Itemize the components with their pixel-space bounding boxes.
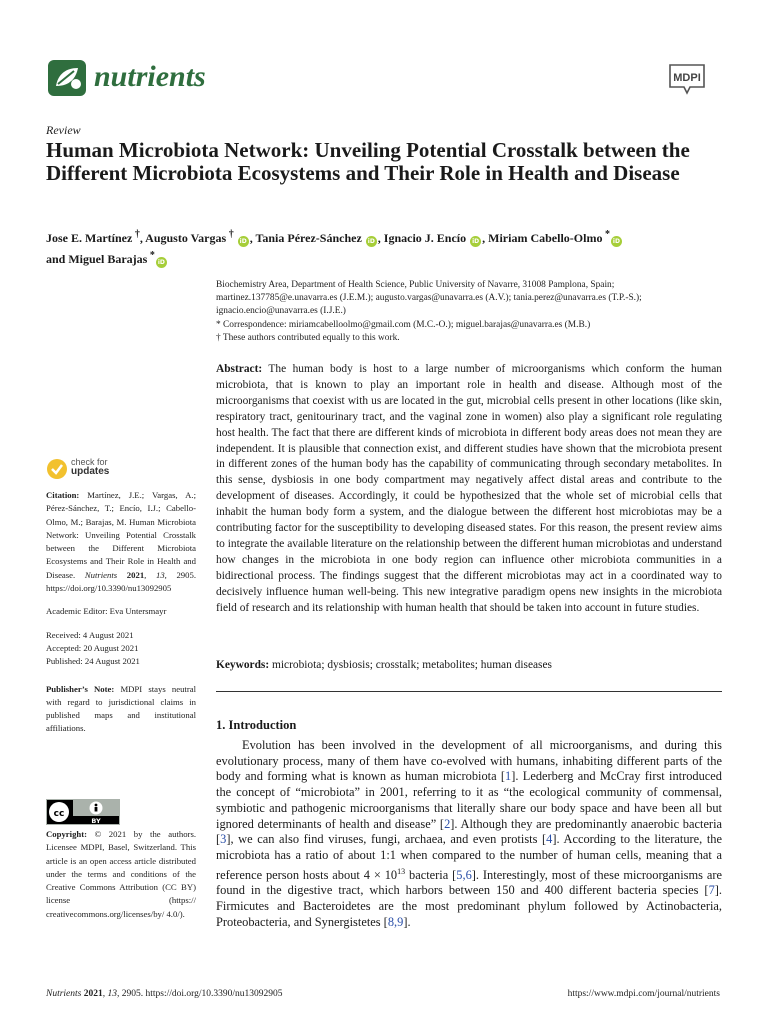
svg-text:cc: cc <box>53 809 65 819</box>
reference-link[interactable]: 2 <box>444 816 451 831</box>
equal-contribution-mark: † <box>132 229 140 240</box>
mdpi-logo-text: MDPI <box>673 72 701 84</box>
section-heading: 1. Introduction <box>216 718 297 732</box>
affiliation-line: Biochemistry Area, Department of Health Science, Public University of Navarre, 31008 Pamplona, Spain; <box>216 280 615 290</box>
article-type: Review <box>46 123 81 137</box>
corresponding-mark: * <box>602 229 610 240</box>
journal-name: nutrients <box>94 60 206 93</box>
article-info-sidebar <box>46 489 196 746</box>
check-updates-icon <box>46 458 68 480</box>
abstract <box>216 362 722 617</box>
check-for-updates-button[interactable] <box>46 454 166 484</box>
affiliation-line: martinez.137785@e.unavarra.es (J.E.M.); augusto.vargas@unavarra.es (A.V.); tania.perez@unavarra.es (T.P.-S.); <box>216 293 642 304</box>
published-date: Published: 24 August 2021 <box>46 656 140 667</box>
author-name[interactable]: , Ignacio J. Encío <box>377 231 467 245</box>
orcid-icon[interactable]: iD <box>472 238 480 245</box>
article-title: Human Microbiota Network: Unveiling Potential Crosstalk between the Different Microbiota Ecosystems and Their Role in Health and Disease <box>46 138 690 185</box>
accepted-date: Accepted: 20 August 2021 <box>46 642 139 653</box>
footer-citation: Nutrients 2021, 13, 2905. https://doi.org/10.3390/nu13092905 <box>46 989 283 999</box>
reference-link[interactable]: 7 <box>708 883 715 898</box>
check-updates-label: updates <box>71 466 110 477</box>
author-name[interactable]: , Miriam Cabello-Olmo <box>482 231 603 245</box>
author-name[interactable]: and Miguel Barajas <box>46 252 148 266</box>
citation: Citation: Martínez, J.E.; Vargas, A.; Pérez-Sánchez, T.; Encío, I.J.; Cabello-Olmo, M.; Barajas, M. Human Microbiota Network: Unveiling Potential Crosstalk between the Different Microbiota Ecosystems and Their Role in Health and Disease. Nutrients 2021, 13, 2905. https://doi.org/10.3390/nu13092905 <box>46 490 196 594</box>
affiliation-line: ignacio.encio@unavarra.es (I.J.E.) <box>216 306 346 317</box>
check-updates-label: check for <box>71 457 108 467</box>
reference-link[interactable]: 5,6 <box>456 867 472 882</box>
reference-link[interactable]: 1 <box>505 769 512 784</box>
author-name[interactable]: Jose E. Martínez <box>46 231 133 245</box>
abstract-label: Abstract: <box>216 363 263 375</box>
orcid-icon[interactable]: iD <box>612 238 620 245</box>
mdpi-logo[interactable] <box>666 63 708 95</box>
correspondence: * Correspondence: miriamcabelloolmo@gmail.com (M.C.-O.); miguel.barajas@unavarra.es (M.B.) <box>216 319 591 330</box>
equal-contribution-note: † These authors contributed equally to this work. <box>216 332 400 343</box>
journal-emblem-icon <box>46 56 90 100</box>
section-divider <box>216 691 722 692</box>
affiliations <box>216 279 736 345</box>
cc-badge-text: BY <box>91 817 101 825</box>
journal-url-link[interactable]: https://www.mdpi.com/journal/nutrients <box>567 989 720 999</box>
reference-link[interactable]: 3 <box>220 832 227 847</box>
equal-contribution-mark: † <box>226 229 234 240</box>
reference-link[interactable]: 4 <box>546 832 553 847</box>
author-list <box>46 226 736 268</box>
publishers-note: Publisher’s Note: MDPI stays neutral with regard to jurisdictional claims in published maps and institutional affiliations. <box>46 683 196 734</box>
academic-editor: Academic Editor: Eva Untersmayr <box>46 606 167 617</box>
abstract-text: The human body is host to a large number of microorganisms which conform the human microbiota, that is known to play an important role in health and disease. Although most of the microorganisms that coexist with us are located in the gut, microbial cells present in other locations (like skin, respiratory tract, genitourinary tract, and the vaginal zone in women) also play a significant role regulating host health. The fact that there are different kinds of microbiota in different body areas does not mean they are independent. It is plausible that connection exist, and different studies have shown that the microbiota present in different zones of the human body has the capability of communicating through secondary metabolites. In this sense, dysbiosis in one body compartment may negatively affect distal areas and contribute to the development of diseases. Accordingly, it could be hypothesized that the whole set of microbial cells that inhabit the human body form a system, and the dialogue between the different host microbiotas may be a contributing factor for the susceptibility to developing diseased states. For this reason, the present review aims to integrate the available literature on the relationship between the different human microbiotas and understand how changes in the microbiota in one body region can influence other microbiota communities in a bidirectional process. The findings suggest that the different microbiotas may act in a coordinated way to decisively influence human well-being. This new integrative paradigm opens new insights in the microbiota field of research and its relationship with human health that should be taken into account in future studies. <box>216 363 722 614</box>
cc-by-license-badge[interactable] <box>46 799 120 825</box>
keywords-text: microbiota; dysbiosis; crosstalk; metabolites; human diseases <box>269 659 552 671</box>
intro-paragraph: Evolution has been involved in the development of all microorganisms, and during this evolutionary process, many of them have co-evolved with humans, inhabiting different parts of the body and forming what is known as human microbiota [1]. Lederberg and McCray first introduced the concept of “microbiota” in 2001, referring to it as “the ecological community of commensal, symbiotic and pathogenic microorganisms that literally share our body space and have been all but ignored determinants of health and disease” [2]. Although they are predominantly anaerobic bacteria [3], we can also find viruses, fungi, archaea, and even protists [4]. According to the literature, the microbiota has a ratio of about 1:1 when compared to the number of human cells, meaning that a reference person hosts about $4 \times 10^{13}$ bacteria [5,6]. Interestingly, most of these microorganisms are found in the digestive tract, which harbors between 150 and 400 different bacteria species [7]. Firmicutes and Bacteroidetes are the most predominant phylum followed by Actinobacteria, Proteobacteria, and Synergistetes [8,9]. <box>216 738 723 929</box>
keywords <box>216 657 722 673</box>
reference-link[interactable]: 8,9 <box>387 914 404 929</box>
orcid-icon[interactable]: iD <box>157 259 165 266</box>
author-name[interactable]: , Augusto Vargas <box>139 231 227 245</box>
orcid-icon[interactable]: iD <box>367 238 375 245</box>
copyright-notice: Copyright: © 2021 by the authors. Licensee MDPI, Basel, Switzerland. This article is an open access article distributed under the terms and conditions of the Creative Commons Attribution (CC BY) license (https:// creativecommons.org/licenses/by/ 4.0/). <box>46 829 196 919</box>
keywords-label: Keywords: <box>216 659 270 671</box>
received-date: Received: 4 August 2021 <box>46 629 134 640</box>
orcid-icon[interactable]: iD <box>239 238 247 245</box>
corresponding-mark: * <box>147 250 155 261</box>
author-name[interactable]: , Tania Pérez-Sánchez <box>249 231 362 245</box>
